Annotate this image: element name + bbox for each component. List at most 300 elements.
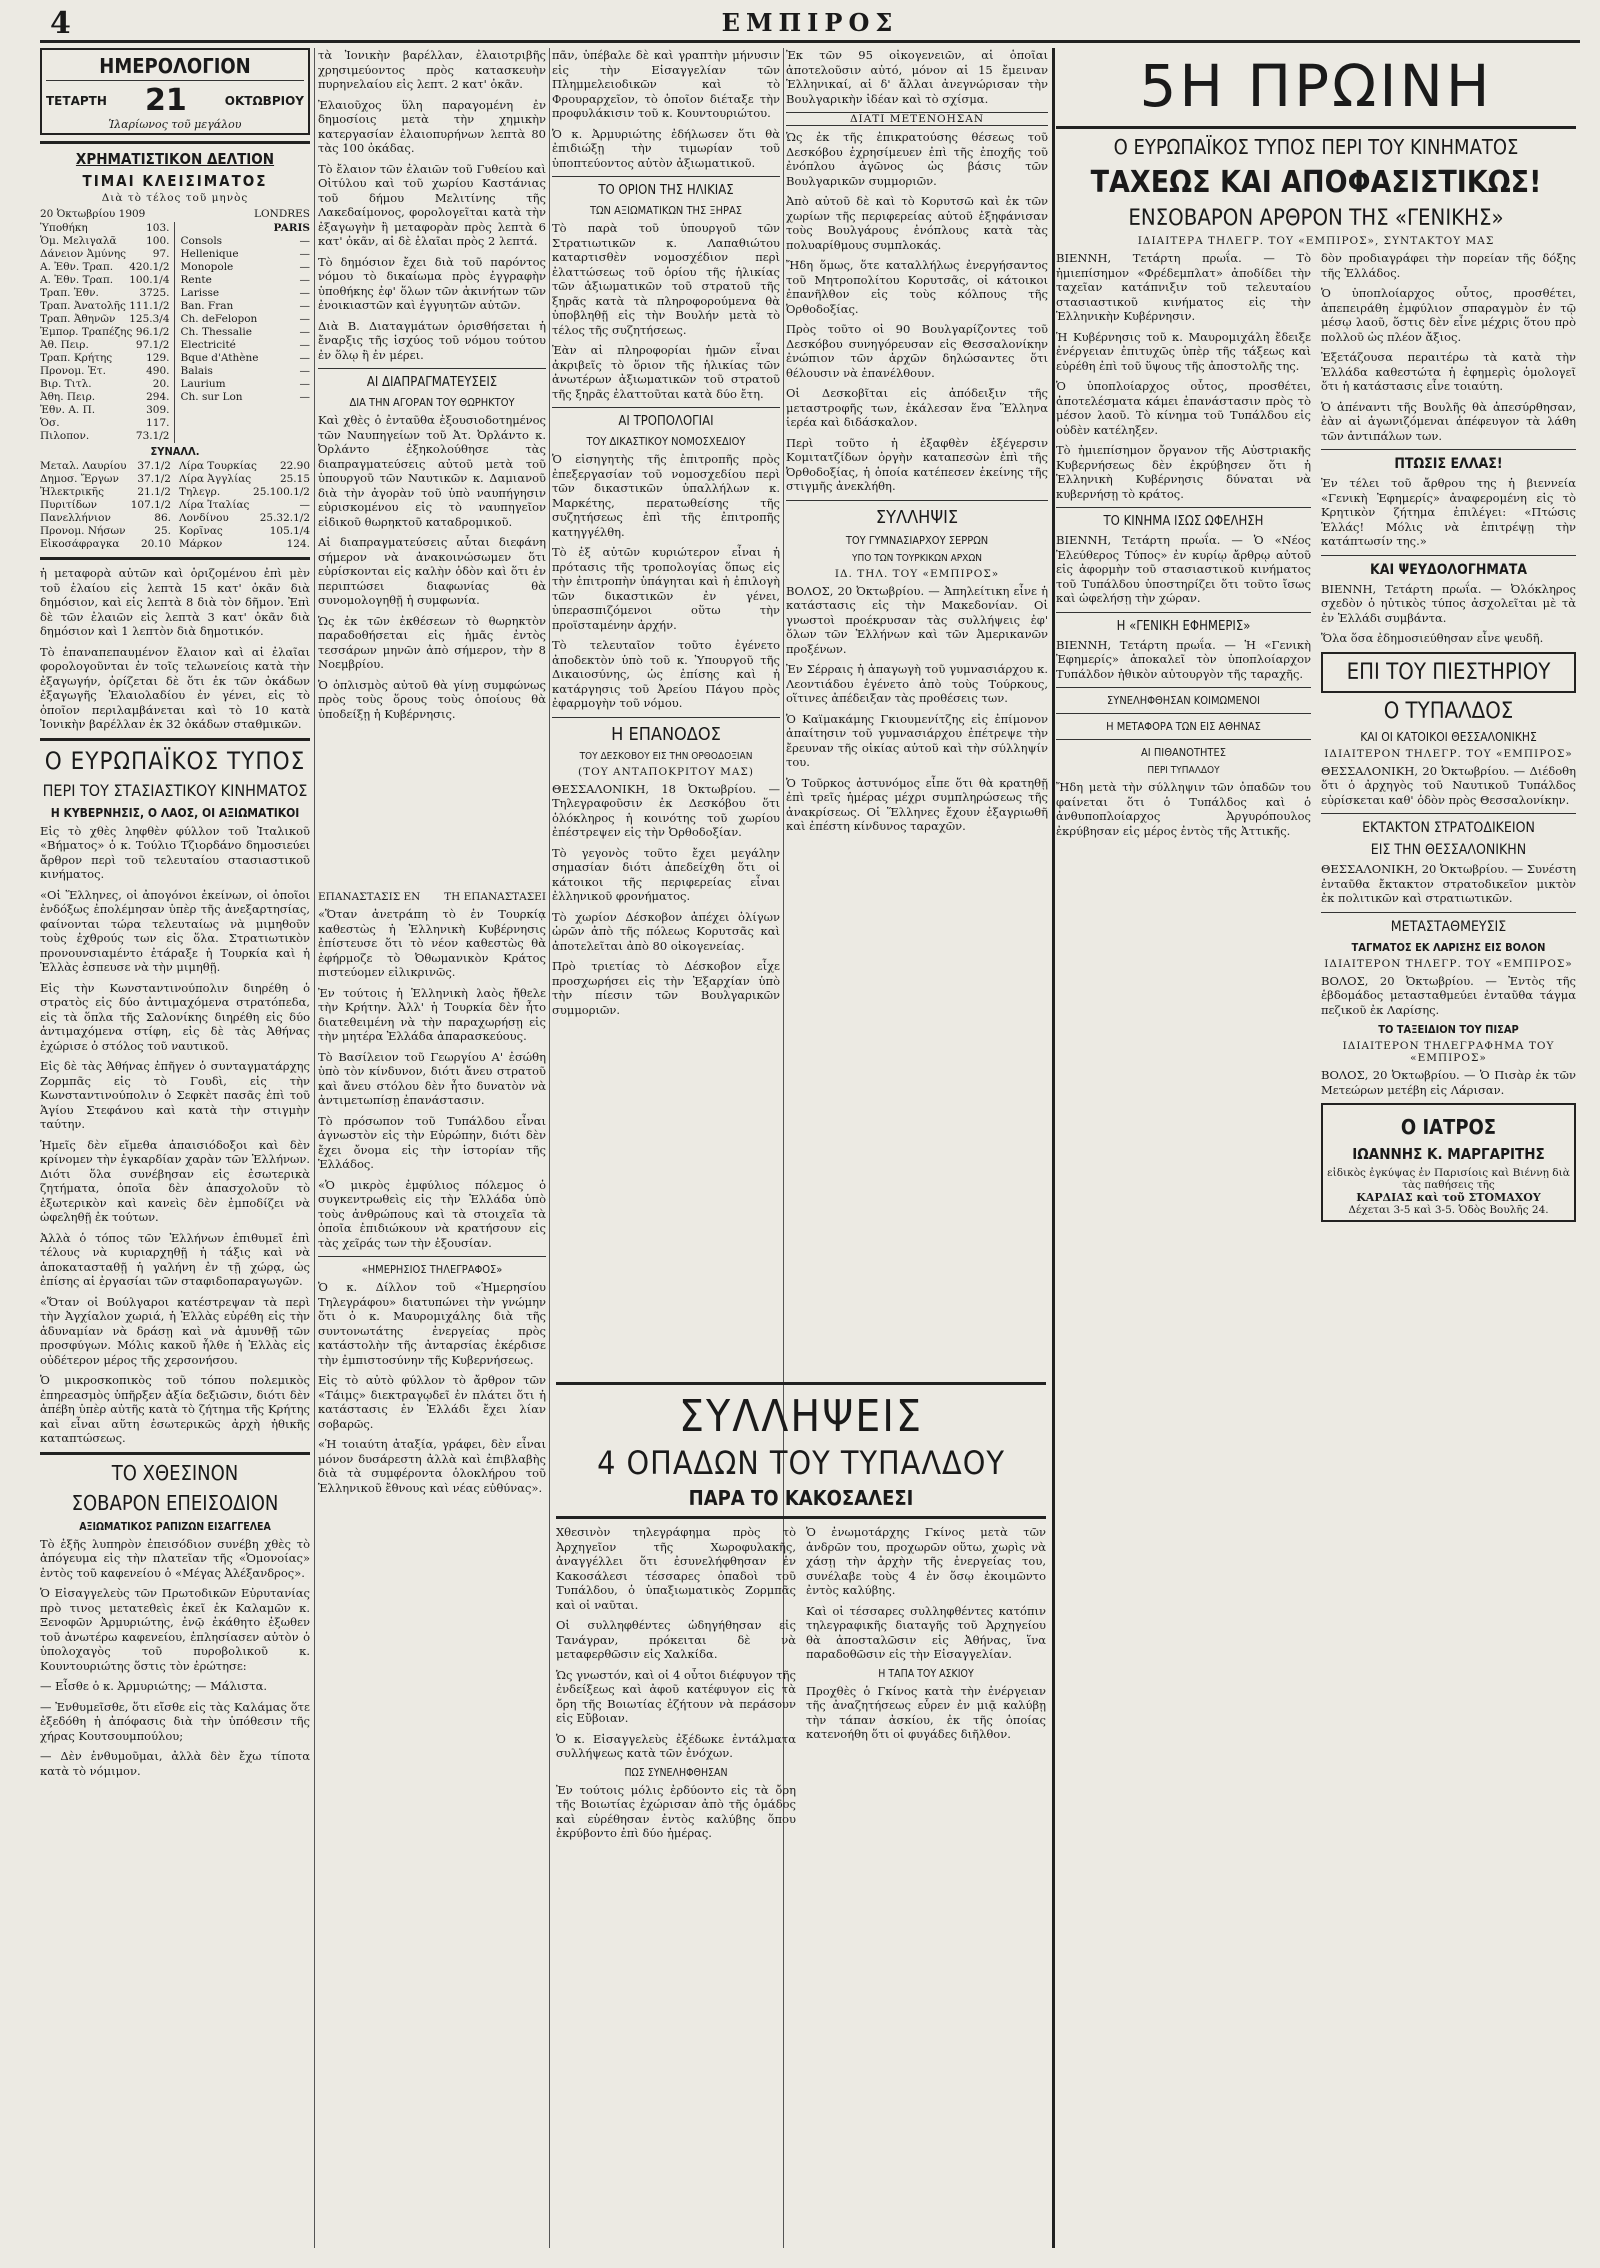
article-text: Προχθὲς ὁ Γκίνος κατὰ τὴν ἐνέργειαν τῆς ἀναζητήσεως εὗρεν ἐν μιᾷ καλύβῃ τὴν τάπαν ἀσκίου, ἐκ τῆς ὁποίας κατενοήθη ὅτι οἱ φυγάδες διῆλθον. bbox=[806, 1683, 1046, 1741]
article-text: Τὸ γεγονὸς τοῦτο ἔχει μεγάλην σημασίαν διότι ἀπεδείχθη ὅτι οἱ κάτοικοι τῆς περιφερείας εἶναι ἐλληνικοῦ φρονήματος. bbox=[552, 845, 780, 903]
source-line: ΙΔΙΑΙΤΕΡΟΝ ΤΗΛΕΓΡΑΦΗΜΑ ΤΟΥ «ΕΜΠΙΡΟΣ» bbox=[1342, 1040, 1555, 1064]
exchange-row bbox=[181, 274, 311, 287]
headline: ΕΝΣΟΒΑΡΟΝ ΑΡΘΡΟΝ ΤΗΣ «ΓΕΝΙΚΗΣ» bbox=[1128, 206, 1504, 231]
article-text: «Ὅταν οἱ Βούλγαροι κατέστρεψαν τὰ περὶ τὴν Ἀγχίαλον χωριά, ἡ Ἑλλὰς εὑρέθη εἰς τὴν ἀδυναμίαν νὰ δράσῃ καὶ νὰ ἀμυνθῇ τῶν προσφύγων. Μόλις κακοῦ ἦλθε ἡ Ἑλλὰς εἰς οὐδέτερον μέρος τῆς χερσονήσου. bbox=[40, 1294, 310, 1367]
article-text: Ἤδη ὅμως, ὅτε καταλλήλως ἐνεργήσαντος τοῦ Μητροπολίτου Κορυτσᾶς, οἱ κάτοικοι ἐπανῆλθον εἰς τοὺς κόλπους τῆς Ὀρθοδοξίας. bbox=[786, 258, 1048, 316]
exchange-row-name: Larisse bbox=[180, 287, 220, 299]
exchange-row-name: Ὁμ. Μελιγαλᾶ bbox=[40, 235, 117, 247]
exchange-rows-bottom bbox=[40, 460, 310, 551]
exchange-row-value: 96.1/2 bbox=[135, 326, 170, 338]
article-text: τὰ Ἰονικὴν βαρέλλαν, ἐλαιοτριβῆς χρησιμεύοντος πρὸς κατασκευὴν πυρηνελαίου εἰς λεπτ. 2 κατ' ὀκᾶν. bbox=[318, 48, 546, 91]
article-text: Εἰς τὸ αὐτὸ φύλλον τὸ ἄρθρον τῶν «Τάιμς» διεκτραγῳδεῖ ἐν πλάτει ὅτι ἡ κατάστασις ἐν Ἑλλάδι ἔχει λίαν σοβαρῶς. bbox=[318, 1373, 546, 1431]
section-label: ΕΠΑΝΑΣΤΑΣΙΣ ΕΝ bbox=[318, 891, 421, 903]
exchange-row bbox=[40, 274, 170, 287]
exchange-period: Διὰ τὸ τέλος τοῦ μηνὸς bbox=[101, 192, 249, 204]
article-text: Ἐκ τῶν 95 οἰκογενειῶν, αἱ ὁποῖαι ἀποτελοῦσιν αὐτό, μόνον αἱ 15 ἔμειναν Ἑλληνικαί, αἱ δ' ἄλλαι ἀνεγνώρισαν τὴν Βουλγαρικὴν ἰδέαν καὶ τὸ σχίσμα. bbox=[786, 48, 1048, 106]
article-text: Τὸ ἐξῆς λυπηρὸν ἐπεισόδιον συνέβη χθὲς τὸ ἀπόγευμα εἰς τὴν πλατεῖαν τῆς «Ὁμονοίας» ἐντὸς τοῦ καφενείου ὁ «Μέγας Ἀλέξανδρος». bbox=[40, 1536, 310, 1580]
headline: Η ΜΕΤΑΦΟΡΑ ΤΩΝ ΕΙΣ ΑΘΗΝΑΣ bbox=[1106, 720, 1261, 733]
exchange-row bbox=[40, 248, 170, 261]
exchange-row bbox=[179, 512, 310, 525]
top-title: 5Η ΠΡΩΙΝΗ bbox=[1139, 52, 1493, 120]
article-text: Ὁ Καϊμακάμης Γκιουμενίτζης εἰς ἐπίμονον ἀπαίτησιν τοῦ γυμνασιάρχου ἐπέτρεψε τὴν ἔρευναν τῆς οἰκίας αὐτοῦ καὶ τὴν σύλληψίν του. bbox=[786, 711, 1048, 769]
exchange-row-value: 294. bbox=[146, 391, 170, 403]
exchange-row-value: — bbox=[299, 274, 310, 286]
calendar-weekday: ΤΕΤΑΡΤΗ bbox=[46, 93, 107, 108]
exchange-paris: PARIS bbox=[273, 222, 310, 234]
article-text: ΘΕΣΣΑΛΟΝΙΚΗ, 18 Ὀκτωβρίου. — Τηλεγραφοῦσιν ἐκ Δεσκόβου ὅτι ὁλόκληρος ἡ κοινότης τοῦ χωρίου ἐπέστρεψεν εἰς τὴν Ὀρθοδοξίαν. bbox=[552, 781, 780, 839]
exchange-row-value: 20. bbox=[152, 378, 170, 390]
article-text: Ἤδη μετὰ τὴν σύλληψιν τῶν ὀπαδῶν του φαίνεται ὅτι ὁ Τυπάλδος καὶ ὁ ἀνθυποπλοίαρχος Ἀργυρόπουλος ἐκρύβησαν εἰς μέρος ἐντὸς τῆς Ἀττικῆς. bbox=[1056, 780, 1311, 838]
exchange-row-name: Electricité bbox=[180, 339, 236, 351]
exchange-row-name: Ἀθ. Πειρ. bbox=[40, 339, 89, 351]
article-text: Αἱ διαπραγματεύσεις αὗται διεφάνη σήμερον νὰ ἀνακοινώσωμεν ὅτι εὑρίσκονται εἰς καλὴν ὁδὸν καὶ ὅτι ἐν περιπτώσει διαφωνίας θὰ συνομολογηθῇ ἡ συμφωνία. bbox=[318, 535, 546, 607]
exchange-row-value: — bbox=[299, 378, 310, 390]
boxed-headline bbox=[1321, 652, 1576, 693]
exchange-row-name: Λίρα Ἰταλίας bbox=[179, 499, 250, 511]
exchange-row-value: 3725. bbox=[139, 287, 170, 299]
exchange-row-value: — bbox=[299, 339, 310, 351]
article-text: Ὁ ὑποπλοίαρχος οὗτος, προσθέτει, ἀπεπειράθη ἐμφύλιον σπαραγμὸν ἐν τῷ μέσῳ λαοῦ, ὅστις δὲν εἶνε μέχρις ὅτου πρὸ πολλοῦ ὡς πλέον ἄξιος. bbox=[1321, 286, 1576, 344]
exchange-row-name: Τραπ. Ἀνατολῆς bbox=[40, 300, 126, 312]
exchange-row bbox=[40, 391, 170, 404]
exchange-row bbox=[181, 248, 311, 261]
exchange-row-name: Ὑποθήκη bbox=[40, 222, 88, 234]
subheadline: ΔΙΑ ΤΗΝ ΑΓΟΡΑΝ ΤΟΥ ΘΩΡΗΚΤΟΥ bbox=[349, 396, 515, 409]
exchange-row-name: Πανελλήνιον bbox=[40, 512, 111, 524]
exchange-rows-left bbox=[40, 222, 175, 443]
exchange-row bbox=[179, 460, 310, 473]
article-text: Καὶ οἱ τέσσαρες συλληφθέντες κατόπιν τηλεγραφικῆς διαταγῆς τοῦ Ἀρχηγείου θὰ ἀποσταλῶσιν εἰς Ἀθήνας, ἵνα παραδοθῶσιν εἰς τὴν Εἰσαγγελίαν. bbox=[806, 1603, 1046, 1661]
column-2 bbox=[318, 48, 546, 1501]
big-headline: 4 ΟΠΑΔΩΝ ΤΟΥ ΤΥΠΑΛΔΟΥ bbox=[597, 1444, 1005, 1482]
exchange-row bbox=[40, 326, 170, 339]
column-1 bbox=[40, 48, 310, 1784]
article-text: Ὁ ὑποπλοίαρχος οὗτος, προσθέτει, ἀποτελέσματα κάμει ἐπανάστασιν πρὸς τὸ μέσον λαοῦ. Τὸ κίνημα τοῦ Τυπάλδου εἰς οὐδὲν κατέληξεν. bbox=[1056, 379, 1311, 437]
exchange-row bbox=[40, 512, 171, 525]
subheadline: Η ΚΥΒΕΡΝΗΣΙΣ, Ο ΛΑΟΣ, ΟΙ ΑΞΙΩΜΑΤΙΚΟΙ bbox=[50, 805, 300, 820]
exchange-row-value: 111.1/2 bbox=[129, 300, 170, 312]
article-text: Εἰς τὸ χθὲς ληφθὲν φύλλον τοῦ Ἰταλικοῦ «Βήματος» ὁ κ. Τούλιο Τζιορδάνο δημοσιεύει ἄρθρον περὶ τοῦ τελευταίου στασιαστικοῦ κινήματος. bbox=[40, 823, 310, 881]
exchange-row-value: 25.100.1/2 bbox=[253, 486, 310, 498]
article-text: Ἐν τέλει τοῦ ἄρθρου της ἡ βιεννεία «Γενικὴ Ἐφημερίς» ἀναφερομένη εἰς τὸ Κρητικὸν ζήτημα ἐπιλέγει: «Πτώσις Ἑλλάς! Μόλις νὰ ἐπιτρέψῃ τὴν κατάπτωσίν της.» bbox=[1321, 476, 1576, 548]
exchange-row-value: 97.1/2 bbox=[135, 339, 170, 351]
article-text: Ὁ ὁπλισμὸς αὐτοῦ θὰ γίνῃ συμφώνως πρὸς τοὺς ὅρους τοὺς ὁποίους θὰ ὑποδείξῃ ἡ Κυβέρνησις. bbox=[318, 677, 546, 721]
subheadline: ΥΠΟ ΤΩΝ ΤΟΥΡΚΙΚΩΝ ΑΡΧΩΝ bbox=[852, 552, 982, 564]
exchange-row-value: — bbox=[299, 313, 310, 325]
exchange-row bbox=[179, 473, 310, 486]
article-text: ΒΟΛΟΣ, 20 Ὀκτωβρίου. — Ἀπηλείτικη εἶνε ἡ κατάστασις εἰς τὴν Μακεδονίαν. Οἱ γνωστοὶ προέκρυσαν τὰς συλλήψεις ἐφ' ὅλων τῶν Ἑλλήνων καὶ τῶν Ἀμερικανῶν προξένων. bbox=[786, 583, 1048, 656]
article-text: Ἐν τούτοις ἡ Ἑλληνικὴ λαὸς ἤθελε τὴν Κρήτην. Ἀλλ' ἡ Τουρκία δὲν ἦτο διατεθειμένη νὰ τὴν παραχωρήσῃ εἰς τὴν μητέρα Ἑλλάδα ἀπαρασκεύους. bbox=[318, 985, 546, 1043]
article-text: ΒΟΛΟΣ, 20 Ὀκτωβρίου. — Ἐντὸς τῆς ἑβδομάδος μετασταθμεύει ἐνταῦθα τάγμα πεζικοῦ ἐκ Λαρίσης. bbox=[1321, 973, 1576, 1017]
exchange-row-value: — bbox=[299, 287, 310, 299]
exchange-row-name: Τραπ. Ἐθν. bbox=[40, 287, 99, 299]
exchange-row-name: Κορῖνας bbox=[179, 525, 223, 537]
exchange-row-name: Προνομ. Νήσων bbox=[40, 525, 126, 537]
exchange-row-name: Δημοσ. Ἔργων bbox=[40, 473, 119, 485]
article-text: ΒΙΕΝΝΗ, Τετάρτη πρωΐα. — Ὁ «Νέος Ἐλεύθερος Τύπος» ἐν κυρίῳ ἄρθρῳ αὐτοῦ εἰς ἀφορμὴν τοῦ στασιαστικοῦ κινήματος τοῦ Τυπάλδου ὑποστηρίζει ὅτι τοῦτο ἴσως καὶ ὠφελήσῃ τὴν χώραν. bbox=[1056, 533, 1311, 605]
ad-title: Ο ΙΑΤΡΟΣ bbox=[1400, 1115, 1497, 1139]
exchange-row-value: — bbox=[299, 261, 310, 273]
exchange-row-name: Ἠλεκτρικῆς bbox=[40, 486, 104, 498]
subheadline: ΤΑΓΜΑΤΟΣ ΕΚ ΛΑΡΙΣΗΣ ΕΙΣ ΒΟΛΟΝ bbox=[1351, 940, 1546, 954]
article-text: Τὸ ἐξ αὐτῶν κυριώτερον εἶναι ἡ πρότασις τῆς τροπολογίας ὅπως εἰς τὴν ἐπιτροπὴν ὑπάγηται καὶ ἡ ἐπιλογὴ τῶν δικαστικῶν ἐν γένει, ὑπερασπιζόμενοι οὕτω τὴν προϊσταμένην ἀρχήν. bbox=[552, 545, 780, 632]
exchange-date: 20 Ὀκτωβρίου 1909 bbox=[40, 208, 146, 220]
exchange-subtitle: ΤΙΜΑΙ ΚΛΕΙΣΙΜΑΤΟΣ bbox=[82, 172, 268, 190]
article-text: Τὸ ἐπαναπεπαυμένον ἔλαιον καὶ αἱ ἐλαῖαι φορολογοῦνται ἐν τοῖς τελωνείοις κατὰ τὴν ἐξαγωγήν, ὁρίζεται δὲ ὅτι ἐκ τῶν ὀκάδων ἐξαγωγῆς Ἐλαιολαδίου ἐν γένει, εἰς τὸ ὁποῖον περιλαμβάνεται καὶ τὸ 10 κατὰ Ἰονικὴν βαρέλλαν ἐκ 32 ὀκάδων σταθμικῶν. bbox=[40, 644, 310, 731]
column-5-right bbox=[1321, 251, 1576, 1222]
headline: ΣΥΛΛΗΨΙΣ bbox=[875, 506, 959, 528]
exchange-row bbox=[40, 222, 170, 235]
exchange-row bbox=[40, 261, 170, 274]
exchange-row-value: 22.90 bbox=[279, 460, 310, 472]
calendar-box bbox=[40, 48, 310, 135]
exchange-london: LONDRES bbox=[254, 208, 310, 220]
section-label: ΔΙΑΤΙ ΜΕΤΕΝΟΗΣΑΝ bbox=[786, 112, 1048, 126]
article-text: — Ἐνθυμεῖσθε, ὅτι εἴσθε εἰς τὰς Καλάμας ὅτε ἐξεδόθη ἡ ἀπόφασις διὰ τὴν ὑπόθεσιν τῆς χήρας Κουτσουμπούλου; bbox=[40, 1699, 310, 1743]
exchange-row-value: 103. bbox=[146, 222, 170, 234]
exchange-row-value: 309. bbox=[146, 404, 170, 416]
subheadline: ΤΟΥ ΓΥΜΝΑΣΙΑΡΧΟΥ ΣΕΡΡΩΝ bbox=[845, 533, 989, 547]
ad-text: ΚΑΡΔΙΑΣ καὶ τοῦ ΣΤΟΜΑΧΟΥ bbox=[1356, 1191, 1541, 1204]
spanning-article bbox=[556, 1525, 1046, 1847]
article-text: ΒΙΕΝΝΗ, Τετάρτη πρωΐα. — Τὸ ἡμιεπίσημον «Φρέδεμπλατ» ἀποδίδει τὴν ταχεῖαν κατάπνιξιν τοῦ τελευταίου στασιαστικοῦ κινήματος εἰς τὴν Ἑλληνικὴν Κυβέρνησιν. bbox=[1056, 251, 1311, 323]
exchange-row bbox=[179, 486, 310, 499]
exchange-row bbox=[40, 525, 171, 538]
article-text: Ἀπὸ αὐτοῦ δὲ καὶ τὸ Κορυτσῶ καὶ ἐκ τῶν χωρίων τῆς περιφερείας αὐτοῦ ἐξηφάνισαν τοὺς Βουλγάρους ἐνόπλους κατὰ τὰς πολυαρίθμους συμπλοκάς. bbox=[786, 194, 1048, 252]
article-text: «Ἡ τοιαύτη ἀταξία, γράφει, δὲν εἶναι μόνον δυσάρεστη ἀλλὰ καὶ ἐπιβλαβὴς διὰ τὰ συμφέροντα ὁλοκλήρου τοῦ Ἑλληνικοῦ ἔθνους καὶ νέας εὐθύνας». bbox=[318, 1437, 546, 1495]
headline: ΠΤΩΣΙΣ ΕΛΛΑΣ! bbox=[1394, 456, 1503, 472]
exchange-row-name: Ὁσ. bbox=[40, 417, 60, 429]
headline: ΜΕΤΑΣΤΑΘΜΕΥΣΙΣ bbox=[1390, 918, 1507, 935]
exchange-row-name: Τραπ. Ἀθηνῶν bbox=[40, 313, 116, 325]
exchange-row bbox=[40, 378, 170, 391]
exchange-row-value: — bbox=[299, 352, 310, 364]
column-5-body bbox=[1056, 251, 1576, 1222]
exchange-row-name: Ch. deFelopon bbox=[180, 313, 258, 325]
article-text: Ἀλλὰ ὁ τόπος τῶν Ἑλλήνων ἐπιθυμεῖ ἐπὶ τέλους νὰ κυριαρχηθῇ ἡ τάξις καὶ νὰ ἀποκατασταθῇ ἡ γαλήνη ἐν τῇ χώρᾳ, ὡς ἐπίσης αἱ ἐργασίαι τῶν σταφιδοπαραγωγῶν. bbox=[40, 1230, 310, 1288]
exchange-row bbox=[40, 287, 170, 300]
exchange-row bbox=[40, 460, 171, 473]
article-text: Ὁ κ. Ἀρμυριώτης ἐδήλωσεν ὅτι θὰ ἐπιδιώξῃ τὴν τιμωρίαν τοῦ ὑποπτεύοντος αὐτὸν ἀξιωματικοῦ. bbox=[552, 126, 780, 170]
article-text: Οἱ συλληφθέντες ὡδηγήθησαν εἰς Τανάγραν, πρόκειται δὲ νὰ μεταφερθῶσιν εἰς Χαλκίδα. bbox=[556, 1618, 796, 1661]
subheadline: ΚΑΙ ΟΙ ΚΑΤΟΙΚΟΙ ΘΕΣΣΑΛΟΝΙΚΗΣ bbox=[1360, 729, 1537, 744]
exchange-row-value: 100.1/4 bbox=[129, 274, 170, 286]
headline: ΤΑΧΕΩΣ ΚΑΙ ΑΠΟΦΑΣΙΣΤΙΚΩΣ! bbox=[1090, 165, 1542, 200]
exchange-row-name: Πιλοπον. bbox=[40, 430, 90, 442]
exchange-row-name: Α. Ἐθν. Τραπ. bbox=[40, 261, 114, 273]
column-divider bbox=[783, 48, 784, 2248]
article-text: Εἰς τὴν Κωνσταντινούπολιν διηρέθη ὁ στρατὸς εἰς δύο ἀντιμαχόμενα στρατόπεδα, εἰς τὰ ὅπλα τῆς Σαλονίκης διηρέθη εἰς δύο ἀντιμαχόμενα στίφη, εἰς δὲ τὰς Ἀθήνας ἐχώρισε ὁ στόλος τοῦ ναυτικοῦ. bbox=[40, 980, 310, 1053]
headline: ΚΑΙ ΨΕΥΔΟΛΟΓΗΜΑΤΑ bbox=[1369, 561, 1528, 578]
exchange-row-value: — bbox=[299, 365, 310, 377]
exchange-row-name: Τηλεγρ. bbox=[179, 486, 221, 498]
headline: ΕΚΤΑΚΤΟΝ ΣΤΡΑΤΟΔΙΚΕΙΟΝ bbox=[1362, 820, 1535, 836]
exchange-row-value: — bbox=[299, 235, 310, 247]
headline: ΤΟ ΟΡΙΟΝ ΤΗΣ ΗΛΙΚΙΑΣ bbox=[598, 183, 734, 198]
headline: Η «ΓΕΝΙΚΗ ΕΦΗΜΕΡΙΣ» bbox=[1116, 618, 1251, 634]
headline: Ο ΕΥΡΩΠΑΪΚΟΣ ΤΥΠΟΣ bbox=[44, 746, 306, 775]
exchange-row-name: Προνομ. Ἐτ. bbox=[40, 365, 106, 377]
spanning-article-right bbox=[806, 1525, 1046, 1847]
page-header bbox=[40, 6, 1580, 43]
exchange-row bbox=[40, 339, 170, 352]
exchange-row-name: Λίρα Ἀγγλίας bbox=[179, 473, 252, 485]
exchange-row-name: Εἰκοσάφραγκα bbox=[40, 538, 120, 550]
article-text: Ὡς γνωστόν, καὶ οἱ 4 οὗτοι διέφυγον τῆς ἐνδείξεως καὶ ἀφοῦ κατέφυγον εἰς τὰ ὄρη τῆς Βοιωτίας ἐζήτουν νὰ περάσουν εἰς Εὔβοιαν. bbox=[556, 1667, 796, 1725]
article-text: Τὸ δημόσιον ἔχει διὰ τοῦ παρόντος νόμου τὸ δικαίωμα πρὸς ἐγγραφὴν ὑποθήκης ἐφ' ὅλων τῶν ἀκινήτων τῶν ἐνοικιαστῶν καὶ ἐγγυητῶν αὐτῶν. bbox=[318, 254, 546, 312]
ad-text: Δέχεται 3-5 καὶ 3-5. Ὁδὸς Βουλῆς 24. bbox=[1348, 1204, 1549, 1216]
exchange-row bbox=[40, 486, 171, 499]
exchange-row bbox=[40, 313, 170, 326]
headline: Ο ΕΥΡΩΠΑΪΚΟΣ ΤΥΠΟΣ ΠΕΡΙ ΤΟΥ ΚΙΝΗΜΑΤΟΣ bbox=[1113, 135, 1519, 159]
article-text: ἡ μεταφορὰ αὐτῶν καὶ ὁριζομένου ἐπὶ μὲν τοῦ ἐλαίου εἰς λεπτὰ 15 κατ' ὀκᾶν διὰ δημόσιον, καὶ εἰς λεπτὰ 8 διὰ τὸν δῆμον. Ἐπὶ δὲ τῶν ἐλαιῶν εἰς λεπτὰ 3 κατ' ὀκᾶν διὰ δημόσιον καὶ 1 λεπτὸν διὰ δημοτικόν. bbox=[40, 566, 310, 638]
exchange-date-row bbox=[40, 208, 310, 220]
article-text: Ἐξετάζουσα περαιτέρω τὰ κατὰ τὴν Ἑλλάδα καθεστώτα ἡ ἐφημερὶς ὁμολογεῖ ὅτι ἡ κατάστασις εἶνε τοιαύτη. bbox=[1321, 350, 1576, 393]
exchange-row-value: 420.1/2 bbox=[129, 261, 170, 273]
ad-text: εἰδικὸς ἐγκύψας ἐν Παρισίοις καὶ Βιέννῃ διὰ τὰς παθήσεις τῆς bbox=[1327, 1167, 1570, 1191]
exchange-row bbox=[181, 326, 311, 339]
exchange-row-name: Λονδίνου bbox=[179, 512, 229, 524]
exchange-row-value: 97. bbox=[152, 248, 170, 260]
exchange-row-name: Λίρα Τουρκίας bbox=[179, 460, 257, 472]
exchange-row bbox=[181, 313, 311, 326]
big-headline: ΣΥΛΛΗΨΕΙΣ bbox=[679, 1391, 923, 1442]
article-text: Ἡ Κυβέρνησις τοῦ κ. Μαυρομιχάλη ἔδειξε ἐνέργειαν ἐπιτυχῶς ὑπὲρ τῆς τάξεως καὶ εὑρέθη ἐπὶ τοῦ ὕψους τῆς ἀποστολῆς της. bbox=[1056, 329, 1311, 373]
advertisement bbox=[1321, 1103, 1576, 1222]
exchange-title: ΧΡΗΜΑΤΙΣΤΙΚΟΝ ΔΕΛΤΙΟΝ bbox=[75, 150, 275, 168]
exchange-row-name: Α. Ἐθν. Τραπ. bbox=[40, 274, 114, 286]
exchange-row bbox=[40, 538, 171, 551]
article-text: Ὁ κ. Δίλλον τοῦ «Ἡμερησίου Τηλεγράφου» διατυπώνει τὴν γνώμην ὅτι ὁ κ. Μαυρομιχάλης διὰ τῆς συντονωτάτης ἐνεργείας πρὸς κατάστολὴν τῆς ἀνταρσίας ἐκέρδισε τὴν ἐμπιστοσύνην τῆς Κυβερνήσεως. bbox=[318, 1280, 546, 1367]
exchange-row-value: 117. bbox=[146, 417, 170, 429]
article-text: Ἐν τούτοις μόλις ἐρδύοντο εἰς τὰ ὄρη τῆς Βοιωτίας ἐχώρισαν ἀπὸ τῆς ὁμάδος καὶ εὑρέθησαν ἐντὸς καλύβης ὅπου ἐκρύβοντο ἐπὶ δύο ἡμέρας. bbox=[556, 1782, 796, 1840]
exchange-row bbox=[40, 430, 170, 443]
section-label: ΤΗ ΕΠΑΝΑΣΤΑΣΕΙ bbox=[444, 891, 546, 903]
article-text: Ὅλα ὅσα ἐδημοσιεύθησαν εἶνε ψευδῆ. bbox=[1321, 631, 1544, 645]
exchange-row-name: Bque d'Athène bbox=[180, 352, 259, 364]
exchange-row bbox=[181, 339, 311, 352]
calendar-date bbox=[46, 80, 304, 118]
exchange-row bbox=[181, 378, 311, 391]
exchange-row-name: Ἀθη. Πειρ. bbox=[40, 391, 96, 403]
calendar-saint: Ἱλαρίωνος τοῦ μεγάλου bbox=[108, 118, 242, 131]
article-text: Τὸ τελευταῖον τοῦτο ἐγένετο ἀποδεκτὸν ὑπὸ τοῦ κ. Ὑπουργοῦ τῆς Δικαιοσύνης, ὡς ἐπίσης καὶ ἡ κατάργησις τοῦ Ἀρείου Πάγου πρὸς ἐφαρμογὴν τοῦ νόμου. bbox=[552, 638, 780, 710]
exchange-row-name: Τραπ. Κρήτης bbox=[40, 352, 113, 364]
article-text: — Δὲν ἐνθυμοῦμαι, ἀλλὰ δὲν ἔχω τίποτα κατὰ τὸ νόμιμον. bbox=[40, 1749, 310, 1778]
exchange-row-value: — bbox=[299, 499, 310, 511]
exchange-row-name: Ban. Fran bbox=[180, 300, 234, 312]
article-text: Περὶ τοῦτο ἡ ἐξαφθὲν ἐξέγερσιν Κομιτατζίδων ὀργὴν καταπεσὼν ἐπὶ τῆς Ὀρθοδοξίας, ἡ ὁποία κατέπεσεν ἐκείνης τῆς στιγμῆς ἀνεκλήθη. bbox=[786, 435, 1048, 493]
exchange-row-name: Μεταλ. Λαυρίου bbox=[40, 460, 127, 472]
article-text: ΒΙΕΝΝΗ, Τετάρτη πρωΐα. — Ἡ «Γενικὴ Ἐφημερίς» ἀποκαλεῖ τὸν ὑποπλοίαρχον Τυπάλδον ἠθικὸν αὐτουργὸν τῆς ταραχῆς. bbox=[1056, 637, 1311, 681]
exchange-row-value: — bbox=[299, 391, 310, 403]
exchange-row bbox=[40, 300, 170, 313]
exchange-row-name: Balais bbox=[180, 365, 213, 377]
column-divider bbox=[314, 48, 315, 2248]
exchange-row-name: Monopole bbox=[180, 261, 234, 273]
article-text: Τὸ ἡμιεπίσημον ὄργανον τῆς Αὐστριακῆς Κυβερνήσεως δὲν ἐκρύβησεν ὅτι ἡ Ἑλληνικὴ Κυβέρνησις δύναται νὰ κυβερνήσῃ τὸ κράτος. bbox=[1056, 443, 1311, 501]
exchange-row-name: Βιρ. Τιτλ. bbox=[40, 378, 92, 390]
headline: ΤΟ ΤΑΞΕΙΔΙΟΝ ΤΟΥ ΠΙΣΑΡ bbox=[1378, 1023, 1519, 1036]
exchange-row-value: 25.15 bbox=[279, 473, 310, 485]
exchange-row-value: — bbox=[299, 300, 310, 312]
page-number: 4 bbox=[50, 6, 71, 41]
column-3 bbox=[552, 48, 780, 1023]
article-text: «Ὅταν ἀνετράπη τὸ ἐν Τουρκίᾳ καθεστὼς ἡ Ἑλληνικὴ Κυβέρνησις ἐπίστευσε ὅτι τὸ νέον καθεστὼς θὰ ἐφήρμοζε τὸ Ὀθωμανικὸν Κράτος πιστεύομεν εἰλικρινῶς. bbox=[318, 907, 546, 979]
exchange-row-name: Consols bbox=[180, 235, 223, 247]
column-divider bbox=[1052, 48, 1055, 2248]
article-text: — Εἶσθε ὁ κ. Ἀρμυριώτης; — Μάλιστα. bbox=[40, 1679, 268, 1693]
exchange-row bbox=[181, 235, 311, 248]
source-line: (ΤΟΥ ΑΝΤΑΠΟΚΡΙΤΟΥ ΜΑΣ) bbox=[578, 765, 754, 778]
section-label: ΠΩΣ ΣΥΝΕΛΗΦΘΗΣΑΝ bbox=[624, 1766, 728, 1779]
exchange-row-name: Πυριτίδων bbox=[40, 499, 98, 511]
article-text: Ὡς ἐκ τῶν ἐκθέσεων τὸ θωρηκτὸν παραδοθήσεται εἰς ἡμᾶς ἐντὸς τεσσάρων μηνῶν ἀπὸ σήμερον, τὴν 8 Νοεμβρίου. bbox=[318, 613, 546, 671]
exchange-row-name: Ch. sur Lon bbox=[180, 391, 243, 403]
exchange-row-value: 21.1/2 bbox=[137, 486, 171, 498]
exchange-row-name: Δάνειον Ἀμύνης bbox=[40, 248, 126, 260]
article-text: Ἐν Σέρραις ἡ ἀπαγωγὴ τοῦ γυμνασιάρχου κ. Λεοντιάδου ἐγένετο ἀπὸ τοὺς Τούρκους, οἵτινες ἀπέδειξαν τὰς προθέσεις των. bbox=[786, 662, 1048, 705]
article-text: ΘΕΣΣΑΛΟΝΙΚΗ, 20 Ὀκτωβρίου. — Διέδοθη ὅτι ὁ ἀρχηγὸς τοῦ Ναυτικοῦ Τυπάλδος εὑρίσκεται καθ' ὁδὸν πρὸς Θεσσαλονίκην. bbox=[1321, 763, 1576, 807]
headline: ΤΟ ΧΘΕΣΙΝΟΝ bbox=[111, 1460, 239, 1485]
spanning-article-left bbox=[556, 1525, 796, 1847]
article-text: Οἱ Δεσκοβῖται εἰς ἀπόδειξιν τῆς μεταστροφῆς των, ἐκάλεσαν ἕνα Ἕλληνα ἱερέα καὶ διδάσκαλον. bbox=[786, 386, 1048, 429]
article-text: Τὸ πρόσωπον τοῦ Τυπάλδου εἶναι ἀγνωστὸν εἰς τὴν Εὐρώπην, διότι δὲν ἔχει ὄνομα εἰς τὴν ἱστορίαν τῆς Ἑλλάδος. bbox=[318, 1113, 546, 1171]
exchange-row bbox=[40, 365, 170, 378]
column-5-left bbox=[1056, 251, 1311, 1222]
source-line: ΙΔΙΑΙΤΕΡΑ ΤΗΛΕΓΡ. ΤΟΥ «ΕΜΠΙΡΟΣ», ΣΥΝΤΑΚΤΟΥ ΜΑΣ bbox=[1137, 235, 1495, 247]
exchange-row bbox=[40, 404, 170, 417]
exchange-row-value: 25. bbox=[154, 525, 171, 537]
article-text: Πρὸ τριετίας τὸ Δέσκοβον εἶχε προσχωρήσει εἰς τὴν Ἐξαρχίαν ὑπὸ τὴν πίεσιν τῶν Βουλγαρικῶν συμμοριῶν. bbox=[552, 959, 780, 1017]
article-text: Πρὸς τοῦτο οἱ 90 Βουλγαρίζοντες τοῦ Δεσκόβου συνηγόρευσαν εἰς Θεσσαλονίκην ἐνώπιον τῶν ἀρχῶν δηλώσαντες ὅτι θέλουσιν νὰ ἐπανέλθουν. bbox=[786, 322, 1048, 380]
exchange-row-value: 73.1/2 bbox=[135, 430, 170, 442]
article-text: Ἡμεῖς δὲν εἴμεθα ἀπαισιόδοξοι καὶ δὲν κρίνομεν τὴν ἐγκαρδίαν χαρὰν τῶν Ἑλλήνων. Διότι ὅλα συνέβησαν εἰς ἐσωτερικὰ ζητήματα, ὁποῖα δὲν ἀπασχολοῦν τὸ ἐξωτερικὸν καὶ κανεὶς δὲν ἐμποδίζει νὰ ὠφεληθῇ ἐκ τούτων. bbox=[40, 1137, 310, 1224]
article-text: πᾶν, ὑπέβαλε δὲ καὶ γραπτὴν μήνυσιν εἰς τὴν Εἰσαγγελίαν τῶν Πλημμελειοδικῶν καὶ τὸ Φρουραρχεῖον, τὸ ὁποῖον διέταξε τὴν προφυλάκισιν τοῦ κ. Κουντουριώτου. bbox=[552, 48, 780, 120]
exchange-row-name: Rente bbox=[180, 274, 212, 286]
article-text: ΒΟΛΟΣ, 20 Ὀκτωβρίου. — Ὁ Πισὰρ ἐκ τῶν Μετεώρων μετέβη εἰς Λάρισαν. bbox=[1321, 1068, 1576, 1097]
exchange-row-name: Ch. Thessalie bbox=[180, 326, 252, 338]
exchange-section-label: ΣΥΝΑΛΛ. bbox=[150, 445, 200, 458]
article-text: ΒΙΕΝΝΗ, Τετάρτη πρωΐα. — Ὀλόκληρος σχεδὸν ὁ ηὐτικὸς τύπος ἀσχολεῖται μὲ τὰ ἐν Ἑλλάδι συμβάντα. bbox=[1321, 581, 1576, 625]
exchange-row-name: Ἐθν. Α. Π. bbox=[40, 404, 96, 416]
exchange-row bbox=[181, 365, 311, 378]
article-text: Ὁ Τοῦρκος ἀστυνόμος εἶπε ὅτι θὰ κρατηθῇ ἐπὶ τρεῖς ἡμέρας μέχρι συμπληρώσεως τῆς ἀνακρίσεως. Οἱ Ἕλληνες ἔχουν ἐξαγριωθῆ καὶ ἐπέστη κίνδυνος ταραχῶν. bbox=[786, 775, 1048, 833]
exchange-row-value: 25.32.1/2 bbox=[259, 512, 310, 524]
headline: «ΗΜΕΡΗΣΙΟΣ ΤΗΛΕΓΡΑΦΟΣ» bbox=[361, 1263, 503, 1276]
article-text: Χθεσινὸν τηλεγράφημα πρὸς τὸ Ἀρχηγεῖον τῆς Χωροφυλακῆς, ἀναγγέλλει ὅτι ἐσυνελήφθησαν ἐν Κακοσάλεσι τέσσαρες ὀπαδοὶ τοῦ Τυπάλδου, ὁ ὑπαξιωματικὸς Ζορμπᾶς καὶ οἱ ναῦται. bbox=[556, 1525, 796, 1612]
article-text: Τὸ Βασίλειον τοῦ Γεωργίου Α' ἐσώθη ὑπὸ τὸν κίνδυνον, διότι ἄνευ στρατοῦ καὶ ἄνευ στόλου δὲν ἦτο δυνατὸν νὰ ἀντιμετωπίσῃ ἐπανάστασιν. bbox=[318, 1049, 546, 1107]
article-text: Ὁ κ. Εἰσαγγελεὺς ἐξέδωκε ἐντάλματα συλλήψεως κατὰ τῶν ἐνόχων. bbox=[556, 1731, 796, 1760]
exchange-row bbox=[181, 287, 311, 300]
exchange-row bbox=[179, 499, 310, 512]
exchange-row bbox=[181, 391, 311, 404]
headline: ΑΙ ΠΙΘΑΝΟΤΗΤΕΣ bbox=[1141, 746, 1226, 759]
calendar-day: 21 bbox=[144, 83, 187, 118]
exchange-row-value: 86. bbox=[154, 512, 171, 524]
exchange-row-value: 124. bbox=[286, 538, 310, 550]
exchange-row-value: 37.1/2 bbox=[137, 473, 171, 485]
article-text: ΘΕΣΣΑΛΟΝΙΚΗ, 20 Ὀκτωβρίου. — Συνέστη ἐνταῦθα ἔκτακτον στρατοδικεῖον μικτὸν ἐκ πολιτικῶν καὶ στρατιωτικῶν. bbox=[1321, 862, 1576, 905]
article-text: Ὁ μικροσκοπικὸς τοῦ τόπου πολεμικὸς ἐπηρεασμὸς ὑπῆρξεν ἀξία δεξιῶσιν, διότι δὲν ἀπέβη ὑπὲρ αὐτῆς κατὰ τὸ ζήτημα τῆς Κρήτης καὶ εἶναι αὕτη ἐσωτερικῶς ἀρχὴ ἠθικῆς καταπτώσεως. bbox=[40, 1373, 310, 1445]
headline: Η ΕΠΑΝΟΔΟΣ bbox=[611, 723, 721, 745]
article-text: «Ὁ μικρὸς ἐμφύλιος πόλεμος ὁ συγκεντρωθεὶς εἰς τὴν Ἑλλάδα ὑπὸ τοὺς ἀνθρώπους καὶ τὰ στοιχεῖα τὰ ὁποῖα ἐπιδιώκουν νὰ κρατήσουν εἰς τὰς χεῖράς των τὴν ἐξουσίαν. bbox=[318, 1177, 546, 1250]
subheadline: ΠΕΡΙ ΤΥΠΑΛΔΟΥ bbox=[1147, 765, 1220, 776]
exchange-row bbox=[179, 525, 310, 538]
exchange-row-value: 100. bbox=[146, 235, 170, 247]
exchange-row-value: 37.1/2 bbox=[137, 460, 171, 472]
article-text: Ὁ ἀπέναντι τῆς Βουλῆς θὰ ἀπεσύρθησαν, ἐὰν αἱ ἀγωνιζόμεναι ἀπέφευγον τὰ λάθη τῶν ἀντιπάλων των. bbox=[1321, 399, 1576, 443]
exchange-row bbox=[40, 499, 171, 512]
headline: ΣΥΝΕΛΗΦΘΗΣΑΝ ΚΟΙΜΩΜΕΝΟΙ bbox=[1107, 694, 1260, 707]
article-text: Τὸ χωρίον Δέσκοβον ἀπέχει ὀλίγων ὡρῶν ἀπὸ τῆς πόλεως Κορυτσᾶς καὶ ἀποτελεῖται ἀπὸ 80 οἰκογενείας. bbox=[552, 909, 780, 953]
headline: ΣΟΒΑΡΟΝ ΕΠΕΙΣΟΔΙΟΝ bbox=[71, 1490, 279, 1515]
subheadline: ΤΟΥ ΔΙΚΑΣΤΙΚΟΥ ΝΟΜΟΣΧΕΔΙΟΥ bbox=[586, 435, 746, 448]
exchange-row-name: Laurium bbox=[180, 378, 226, 390]
exchange-row bbox=[181, 300, 311, 313]
subheadline: ΤΩΝ ΑΞΙΩΜΑΤΙΚΩΝ ΤΗΣ ΞΗΡΑΣ bbox=[589, 204, 743, 217]
spanning-headline bbox=[556, 1376, 1046, 1847]
exchange-row bbox=[181, 352, 311, 365]
big-subheadline: ΠΑΡΑ ΤΟ ΚΑΚΟΣΑΛΕΣΙ bbox=[688, 1486, 914, 1510]
source-line: ΙΔΙΑΙΤΕΡΟΝ ΤΗΛΕΓΡ. ΤΟΥ «ΕΜΠΙΡΟΣ» bbox=[1324, 957, 1573, 970]
article-text: Ὡς ἐκ τῆς ἐπικρατούσης θέσεως τοῦ Δεσκόβου ἐχρησίμευεν ἐπὶ τῆς ἐποχῆς τοῦ ἐνόπλου ἀγῶνος ὡς βάσις τῶν Βουλγαρικῶν συμμοριῶν. bbox=[786, 130, 1048, 188]
subheadline: ΠΕΡΙ ΤΟΥ ΣΤΑΣΙΑΣΤΙΚΟΥ ΚΙΝΗΜΑΤΟΣ bbox=[42, 780, 308, 800]
exchange-row bbox=[40, 352, 170, 365]
exchange-row-name: Ἐμπορ. Τραπέζης bbox=[40, 326, 133, 338]
exchange-row bbox=[40, 235, 170, 248]
article-text: Ἐὰν αἱ πληροφορίαι ἡμῶν εἶναι ἀκριβεῖς τὸ ὅριον τῆς ἡλικίας τῶν ἀνωτέρων ἀξιωματικῶν τοῦ στρατοῦ τῆς ξηρᾶς ἐλαττοῦται κατὰ δύο ἔτη. bbox=[552, 343, 780, 401]
headline: ΑΙ ΤΡΟΠΟΛΟΓΙΑΙ bbox=[618, 414, 714, 429]
article-text: Καὶ χθὲς ὁ ἐνταῦθα ἐξουσιοδοτημένος τῶν Ναυπηγείων τοῦ Ἀτ. Ὀρλάντο κ. Ὀρλάντο ἐξηκολούθησε τὰς διαπραγματεύσεις αὐτοῦ μετὰ τοῦ ὑπουργοῦ τῶν Ναυτικῶν κ. Δαμιανοῦ διὰ τὴν ἀγορὰν τοῦ ὑπὸ ναυπήγησιν εὑρισκομένου εἰς τὸ ναυπηγεῖον εἰδικοῦ θωρηκτοῦ καταδρομικοῦ. bbox=[318, 413, 546, 529]
calendar-title: ΗΜΕΡΟΛΟΓΙΟΝ bbox=[99, 54, 251, 78]
exchange-table bbox=[40, 222, 310, 443]
column-5 bbox=[1056, 48, 1576, 1222]
exchange-row bbox=[40, 417, 170, 430]
subheadline: ΑΞΙΩΜΑΤΙΚΟΣ ΡΑΠΙΖΩΝ ΕΙΣΑΓΓΕΛΕΑ bbox=[79, 1520, 271, 1533]
exchange-row-value: 107.1/2 bbox=[130, 499, 171, 511]
article-text: «Οἱ Ἕλληνες, οἱ ἀπογόνοι ἐκείνων, οἱ ὁποῖοι ἐνδόξως ἐπολέμησαν ὑπὲρ τῆς ἀνεξαρτησίας, φαίνονται τώρα τελευταίως νὰ μιμηθοῦν τοὺς ἐχθρούς των εἰς ὅλα. Στρατιωτικὸν προνουνσιαμέντο ἐτάραξε ἡ Τουρκία καὶ ἡ Ἑλλὰς ἐσπευσε νὰ τὴν μιμηθῇ. bbox=[40, 887, 310, 974]
source-line: ΙΔΙΑΙΤΕΡΟΝ ΤΗΛΕΓΡ. ΤΟΥ «ΕΜΠΙΡΟΣ» bbox=[1324, 747, 1573, 760]
exchange-row-value: 129. bbox=[146, 352, 170, 364]
headline: ΑΙ ΔΙΑΠΡΑΓΜΑΤΕΥΣΕΙΣ bbox=[366, 375, 498, 390]
article-text: Τὸ παρὰ τοῦ ὑπουργοῦ τῶν Στρατιωτικῶν κ. Λαπαθιώτου καταρτισθὲν νομοσχέδιον περὶ ἐλαττώσεως τοῦ ὁρίου τῆς ἡλικίας τῶν ἀξιωματικῶν τοῦ στρατοῦ τῆς ξηρᾶς κατὰ τὰ πληροφορούμενα θὰ ὑποβληθῇ εἰς τὴν Βουλήν μετὰ τὸ τέλος τῆς συζητήσεως. bbox=[552, 221, 780, 337]
article-text: δὸν προδιαγράφει τὴν πορείαν τῆς δόξης τῆς Ἑλλάδος. bbox=[1321, 251, 1576, 280]
article-text: Τὸ ἔλαιον τῶν ἐλαιῶν τοῦ Γυθείου καὶ Οἰτύλου καὶ τοῦ χωρίου Καστάνιας τοῦ δήμου Μελιτίνης τῆς Λακεδαίμονος, φορολογεῖται κατὰ τὴν ἐξαγωγὴν ἢ μεταφορὰν πρὸς λεπτὰ 6 κατ' ὀκᾶν, αἱ δὲ ἐλαῖαι πρὸς 2 λεπτά. bbox=[318, 161, 546, 248]
article-text: Ἐλαιοῦχος ὕλη παραγομένη ἐν δημοσίοις μετὰ τὴν χημικὴν κατεργασίαν ἐλαιοπυρήνων λεπτὰ 80 τὰς 100 ὀκάδας. bbox=[318, 97, 546, 155]
exchange-row-value: 105.1/4 bbox=[269, 525, 310, 537]
exchange-row bbox=[179, 538, 310, 551]
article-text: Ὁ ἐνωμοτάρχης Γκίνος μετὰ τῶν ἀνδρῶν του, προχωρῶν οὕτω, χωρὶς νὰ χάσῃ τὴν ἀρχὴν τῆς ἐνεργείας του, συνέλαβε τοὺς 4 ἐν ὅσῳ ἐκοιμῶντο ἐντὸς καλύβης. bbox=[806, 1525, 1046, 1597]
exchange-row-value: — bbox=[299, 326, 310, 338]
exchange-row-value: 20.10 bbox=[140, 538, 171, 550]
exchange-row-name: Μάρκον bbox=[179, 538, 223, 550]
exchange-row-name: Hellenique bbox=[180, 248, 239, 260]
column-divider bbox=[549, 48, 550, 2248]
exchange-row-value: 125.3/4 bbox=[129, 313, 170, 325]
exchange-row bbox=[181, 261, 311, 274]
exchange-row bbox=[40, 473, 171, 486]
article-text: Ὁ Εἰσαγγελεὺς τῶν Πρωτοδικῶν Εὐρυτανίας πρὸ τινος μετατεθεὶς ἐκεῖ ἐκ Καλαμῶν κ. Ξενοφῶν Ἀρμυριώτης, ἐνῷ ἐκάθητο ἐξωθεν τοῦ ἀνωτέρω καφενείου, ἐπλησίασεν αὐτὸν ὁ ὑπολοχαγὸς τοῦ πυροβολικοῦ κ. Κουντουριώτης ὅστις τὸν ἐρώτησε: bbox=[40, 1586, 310, 1673]
headline: ΤΟ ΚΙΝΗΜΑ ΙΣΩΣ ΩΦΕΛΗΣΗ bbox=[1103, 514, 1264, 529]
article-text: Εἰς δὲ τὰς Ἀθήνας ἐπῆγεν ὁ συνταγματάρχης Ζορμπᾶς εἰς τὸ Γουδὶ, εἰς τὴν Κωνσταντινούπολιν ὁ Σεφκὲτ πασᾶς ἐπὶ τοῦ Ἁγίου Στεφάνου καὶ κατὰ τὴν στιγμὴν ταύτην. bbox=[40, 1059, 310, 1131]
headline: ΕΙΣ ΤΗΝ ΘΕΣΣΑΛΟΝΙΚΗΝ bbox=[1370, 842, 1527, 858]
exchange-row-value: — bbox=[299, 248, 310, 260]
section-label: Η ΤΑΠΑ ΤΟΥ ΑΣΚΙΟΥ bbox=[878, 1667, 974, 1680]
exchange-row-value: 490. bbox=[146, 365, 170, 377]
ad-name: ΙΩΑΝΝΗΣ Κ. ΜΑΡΓΑΡΙΤΗΣ bbox=[1352, 1145, 1545, 1163]
calendar-month: ΟΚΤΩΒΡΙΟΥ bbox=[224, 93, 304, 108]
